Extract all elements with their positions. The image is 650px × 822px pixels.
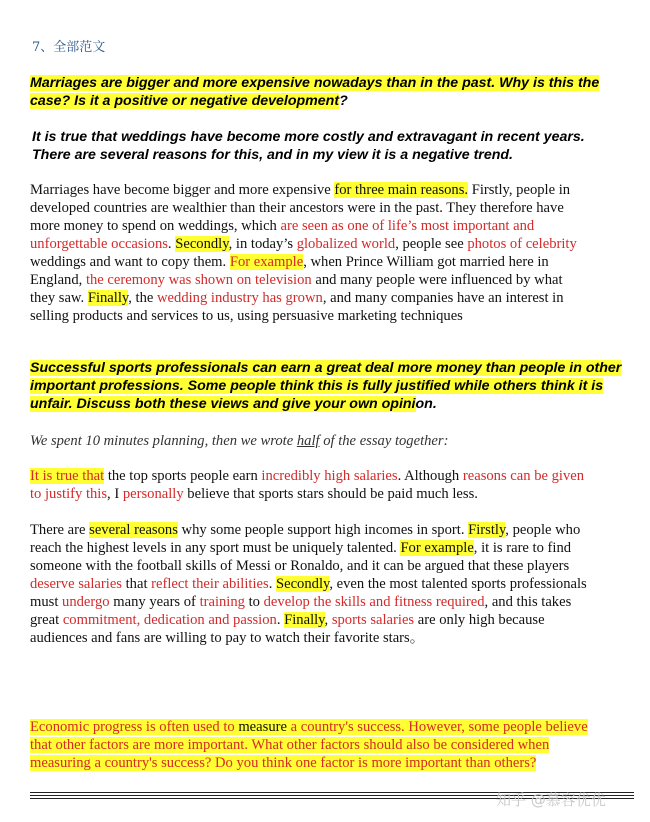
answer-1-intro <box>32 128 622 164</box>
p3-highlight: several reasons <box>89 522 178 538</box>
p3-text: , even the most talented sports professionals must <box>30 576 587 610</box>
p3-red-phrase: sports salaries <box>331 612 415 628</box>
question-2-text: it is unfair. Discuss both these views and give your own opini <box>30 378 604 412</box>
question-2-text: n other important professions. Some people think this is fully justified while others think <box>30 360 622 394</box>
p3-text: that <box>121 576 152 592</box>
p2-text: the top sports people earn <box>104 468 262 484</box>
question-2-highlight: Successful sports professionals can earn a great deal more money than people i <box>30 360 574 376</box>
essay-paragraph-3 <box>30 521 590 647</box>
planning-note <box>30 432 620 450</box>
p1-red-phrase: globalized world <box>296 236 396 252</box>
p2-red-phrase: reasons can be given to justify this <box>30 468 585 502</box>
note-underlined: half <box>296 433 320 449</box>
essay-question-3 <box>30 718 590 772</box>
p1-text: and many people were influenced by what they saw. <box>30 272 563 306</box>
p3-red-phrase: training <box>199 594 245 610</box>
p3-highlight: Secondly <box>275 576 330 592</box>
p2-red-phrase: incredibly high salaries <box>261 468 398 484</box>
section-heading: 7、全部范文 <box>32 40 106 55</box>
note-text: of the essay together: <box>319 433 449 449</box>
p1-text: , and many companies have an interest in selling products and services to us, using persuasive marketing techniques <box>30 290 564 324</box>
p2-highlight: It is true that <box>30 468 105 484</box>
p1-highlight: For example <box>229 254 304 270</box>
p3-text: 。 <box>409 630 425 646</box>
p3-highlight: For example <box>400 540 474 556</box>
p3-text: There are <box>30 522 90 538</box>
p1-highlight: for three main reasons. <box>334 182 469 198</box>
p3-text: , <box>324 612 332 628</box>
p3-text: why some people support high incomes in sport. <box>177 522 469 538</box>
p1-text: Marriages have become bigger and more expensive <box>30 182 335 198</box>
p1-text: , in today’s <box>228 236 297 252</box>
p1-text: , people see <box>395 236 468 252</box>
p3-text: many years of <box>109 594 200 610</box>
p1-red-phrase: wedding industry has grown <box>157 290 323 306</box>
p3-red-phrase: commitment, dedication and passion <box>62 612 277 628</box>
p2-text: . Although <box>397 468 463 484</box>
p1-highlight: Finally <box>87 290 129 306</box>
question-3-red: Economic progress is often used to <box>30 719 235 735</box>
question-1-text: is the case? Is it a positive or negative development <box>30 75 600 109</box>
essay-paragraph-2 <box>30 467 586 503</box>
p3-red-phrase: undergo <box>62 594 110 610</box>
p3-highlight: Finally <box>284 612 325 628</box>
p1-text: Firstly, people in developed countries are wealthier than their ancestors were in the past. They therefore have more money to spend on weddings, which <box>30 182 571 234</box>
p2-text: believe that sports stars should be paid much less. <box>183 486 478 502</box>
essay-question-1 <box>30 74 620 110</box>
p3-text: , and this takes great <box>30 594 572 628</box>
question-3-text: measure <box>234 719 287 735</box>
p1-text: , the <box>128 290 158 306</box>
p3-text: are only high because audiences and fans are willing to pay to watch their favorite stars <box>30 612 545 646</box>
essay-paragraph-1 <box>30 181 586 325</box>
p1-text: . <box>167 236 176 252</box>
answer-1-intro-text: It is true that weddings have become more costly and extravagant in recent years. There are several reasons for this, and in my view it is a negative trend. <box>32 129 585 163</box>
p1-red-phrase: are seen as one of life’s most important and unforgettable occasions <box>30 218 535 252</box>
question-3-red: a country's success. However, some people believe that other factors are more important. What other factors should also be considered when measuring a country's success? Do you think one factor is more important than others? <box>30 719 588 771</box>
essay-question-2 <box>30 359 630 413</box>
p3-text: , people who reach the highest levels in any sport must be uniquely talented. <box>30 522 581 556</box>
note-text: We spent 10 minutes planning, then we wrote <box>30 433 297 449</box>
p3-text: to <box>244 594 264 610</box>
p1-text: weddings and want to copy them. <box>30 254 230 270</box>
question-1-highlight: Marriages are bigger and more expensive nowadays than in the past. Why is th <box>30 75 563 91</box>
p1-red-phrase: the ceremony was shown on television <box>85 272 312 288</box>
p3-red-phrase: deserve salaries <box>30 576 122 592</box>
p3-red-phrase: reflect their abilities <box>151 576 269 592</box>
p1-highlight: Secondly <box>175 236 229 252</box>
p3-highlight: Firstly <box>468 522 506 538</box>
p1-text: , when Prince William got married here in England, <box>30 254 549 288</box>
p3-red-phrase: develop the skills and fitness required <box>263 594 485 610</box>
p3-text: . <box>268 576 276 592</box>
p2-red-phrase: personally <box>122 486 184 502</box>
p3-text: . <box>276 612 285 628</box>
p1-red-phrase: photos of celebrity <box>467 236 577 252</box>
question-1-end: ? <box>339 93 348 109</box>
question-2-end: on. <box>415 396 437 412</box>
p3-text: , it is rare to find someone with the football skills of Messi or Ronaldo, and it can be argued that these players <box>30 540 572 574</box>
watermark: 知乎 @慕容优优 <box>496 791 606 809</box>
p2-text: , I <box>107 486 123 502</box>
